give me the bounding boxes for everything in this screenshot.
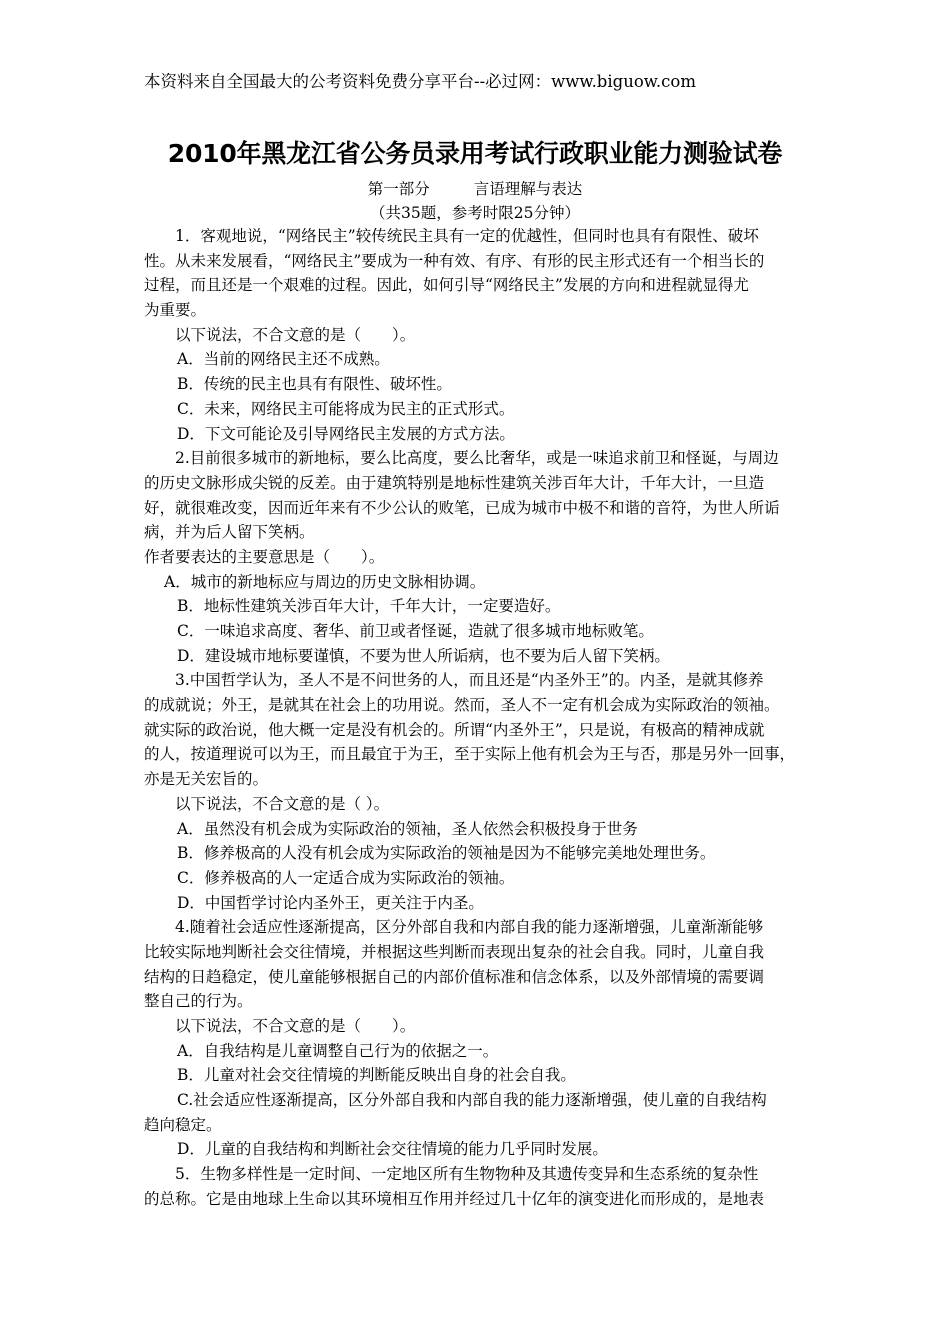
q4-line: 4.随着社会适应性逐渐提高，区分外部自我和内部自我的能力逐渐增强，儿童渐渐能够 [175,918,764,937]
section-name: 言语理解与表达 [473,180,583,198]
q1-line: 性。从未来发展看，“网络民主”要成为一种有效、有序、有形的民主形式还有一个相当长的 [144,251,765,270]
q3-option-a: A．虽然没有机会成为实际政治的领袖，圣人依然会积极投身于世务 [177,819,638,838]
section-part: 第一部分 [367,180,430,198]
q3-line: 的成就说；外王，是就其在社会上的功用说。然而，圣人不一定有机会成为实际政治的领袖。 [144,696,780,715]
page-header-source-note: 本资料来自全国最大的公考资料免费分享平台--必过网：www.biguow.com [144,72,697,91]
q3-line: 的人，按道理说可以为王，而且最宜于为王，至于实际上他有机会为王与否，那是另外一回事， [144,745,796,764]
q1-line: 1．客观地说，“网络民主”较传统民主具有一定的优越性，但同时也具有有限性、破坏 [175,227,759,245]
q2-option-d: D．建设城市地标要谨慎，不要为世人所诟病，也不要为后人留下笑柄。 [177,646,670,665]
q1-option-b: B．传统的民主也具有有限性、破坏性。 [177,375,452,394]
q5-line: 5．生物多样性是一定时间、一定地区所有生物物种及其遗传变异和生态系统的复杂性 [175,1165,759,1184]
q3-line: 就实际的政治说，他大概一定是没有机会的。所谓“内圣外王”，只是说，有极高的精神成就 [144,720,765,739]
q3-line: 3.中国哲学认为，圣人不是不问世务的人，而且还是“内圣外王”的。内圣，是就其修养 [175,671,764,690]
q1-line: 为重要。 [144,301,207,320]
q2-option-b: B．地标性建筑关涉百年大计，千年大计，一定要造好。 [177,597,561,616]
q2-option-c: C．一味追求高度、奢华、前卫或者怪诞，造就了很多城市地标败笔。 [177,622,654,640]
q1-line: 过程，而且还是一个艰难的过程。因此，如何引导“网络民主”发展的方向和进程就显得尤 [144,276,749,295]
question-body [144,224,809,1212]
q1-prompt: 以下说法，不合文意的是（ ）。 [175,325,416,344]
q2-prompt: 作者要表达的主要意思是（ ）。 [144,547,385,566]
q2-line: 的历史文脉形成尖锐的反差。由于建筑特别是地标性建筑关涉百年大计，千年大计，一旦造 [144,473,765,492]
q5-line: 的总称。它是由地球上生命以其环境相互作用并经过几十亿年的演变进化而形成的，是地表 [144,1189,765,1208]
q2-line: 2.目前很多城市的新地标，要么比高度，要么比奢华，或是一味追求前卫和怪诞，与周边 [175,449,779,468]
q4-option-d: D．儿童的自我结构和判断社会交往情境的能力几乎同时发展。 [177,1140,608,1159]
document-title: 2010年黑龙江省公务员录用考试行政职业能力测验试卷 [167,139,783,168]
q2-line: 好，就很难改变，因而近年来有不少公认的败笔，已成为城市中极不和谐的音符，为世人所诟 [144,498,780,517]
q4-option-a: A．自我结构是儿童调整自己行为的依据之一。 [177,1041,499,1060]
q4-option-b: B．儿童对社会交往情境的判断能反映出自身的社会自我。 [177,1066,576,1085]
q4-option-c-cont: 趋向稳定。 [144,1115,222,1134]
q3-prompt: 以下说法，不合文意的是（ ）。 [175,794,390,813]
q2-option-a: A．城市的新地标应与周边的历史文脉相协调。 [164,572,486,591]
q4-line: 整自己的行为。 [144,992,253,1011]
q1-option-d: D．下文可能论及引导网络民主发展的方式方法。 [177,424,515,443]
q3-option-c: C．修养极高的人一定适合成为实际政治的领袖。 [177,868,515,887]
q4-option-c: C.社会适应性逐渐提高，区分外部自我和内部自我的能力逐渐增强，使儿童的自我结构 [177,1091,767,1110]
q3-option-b: B．修养极高的人没有机会成为实际政治的领袖是因为不能够完美地处理世务。 [177,844,716,863]
q2-line: 病，并为后人留下笑柄。 [144,523,315,542]
q3-option-d: D．中国哲学讨论内圣外王，更关注于内圣。 [177,893,484,912]
q1-option-c: C．未来，网络民主可能将成为民主的正式形式。 [177,399,515,418]
q4-line: 比较实际地判断社会交往情境，并根据这些判断而表现出复杂的社会自我。同时，儿童自我 [144,942,765,961]
q1-option-a: A．当前的网络民主还不成熟。 [177,350,390,369]
section-note: （共35题，参考时限25分钟） [370,204,580,222]
q3-line: 亦是无关宏旨的。 [144,770,269,789]
q4-prompt: 以下说法，不合文意的是（ ）。 [175,1017,416,1035]
q4-line: 结构的日趋稳定，使儿童能够根据自己的内部价值标准和信念体系，以及外部情境的需要调 [144,967,765,986]
section-heading [0,177,950,199]
